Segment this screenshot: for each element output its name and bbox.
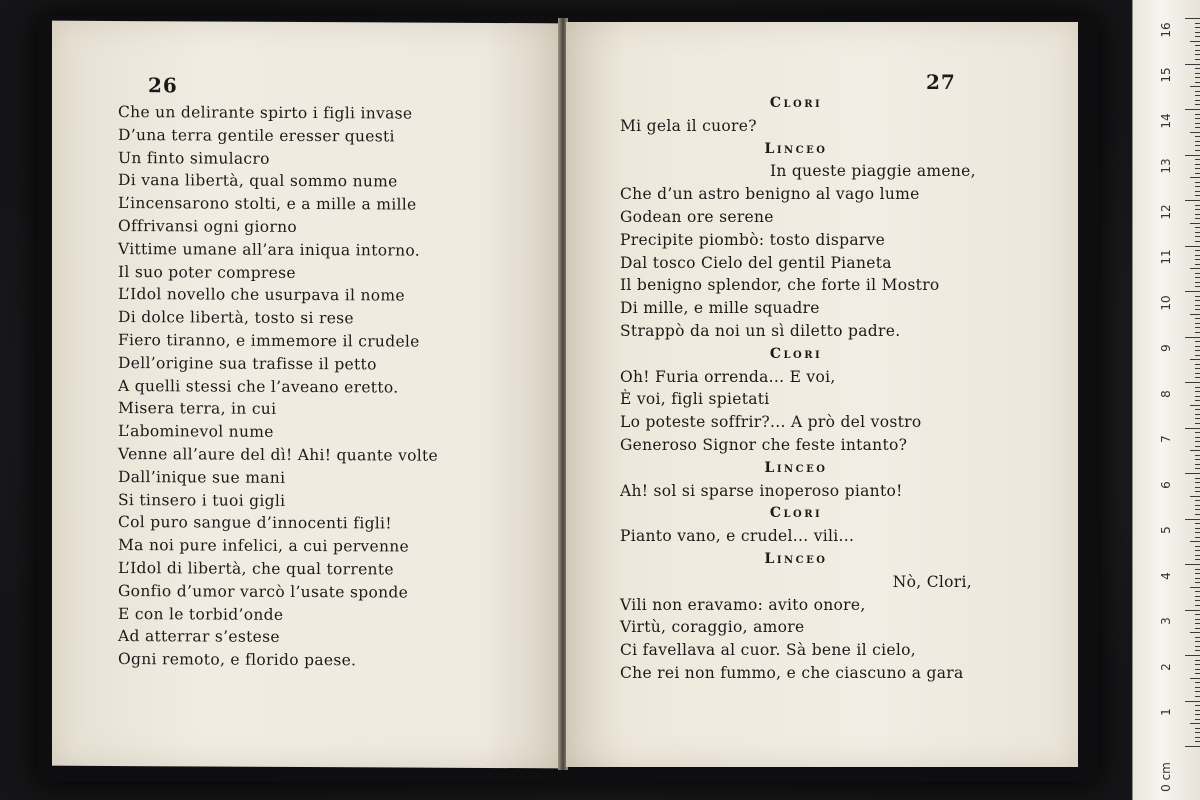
ruler-tick bbox=[1195, 732, 1200, 733]
ruler-tick bbox=[1195, 578, 1200, 579]
verse-line: Il suo poter comprese bbox=[118, 262, 296, 282]
verse-line: Dal tosco Cielo del gentil Pianeta bbox=[620, 253, 892, 272]
ruler-tick bbox=[1195, 446, 1200, 447]
verse-line: Lo poteste soffrir?... A prò del vostro bbox=[620, 413, 922, 432]
verse-line: Di mille, e mille squadre bbox=[620, 299, 820, 318]
ruler-tick bbox=[1195, 669, 1200, 670]
verse-line: Gonfio d’umor varcò l’usate sponde bbox=[118, 581, 409, 602]
ruler-tick bbox=[1195, 537, 1200, 538]
verse-line: Dell’origine sua trafisse il petto bbox=[118, 353, 377, 374]
ruler-tick bbox=[1195, 100, 1200, 101]
ruler-tick bbox=[1195, 296, 1200, 297]
verse-line: D’una terra gentile eresser questi bbox=[118, 125, 395, 146]
left-page-text bbox=[118, 101, 438, 673]
verse-line: L’incensarono stolti, e a mille a mille bbox=[118, 194, 417, 214]
ruler-tick bbox=[1195, 687, 1200, 688]
ruler-tick bbox=[1195, 59, 1200, 60]
ruler-tick bbox=[1195, 327, 1200, 328]
ruler-number: 14 bbox=[1159, 112, 1173, 129]
ruler-number: 9 bbox=[1159, 344, 1173, 352]
ruler-tick bbox=[1195, 546, 1200, 547]
ruler-tick bbox=[1195, 214, 1200, 215]
ruler-tick bbox=[1195, 191, 1200, 192]
ruler-tick bbox=[1195, 532, 1200, 533]
verse-line: A quelli stessi che l’aveano eretto. bbox=[118, 376, 399, 397]
ruler-number: 6 bbox=[1159, 480, 1173, 489]
ruler-tick bbox=[1195, 396, 1200, 397]
ruler-tick bbox=[1195, 650, 1200, 651]
ruler-tick bbox=[1195, 368, 1200, 369]
ruler-tick bbox=[1195, 637, 1200, 638]
ruler-tick bbox=[1195, 27, 1200, 28]
ruler-number: 13 bbox=[1159, 158, 1173, 174]
ruler-tick bbox=[1195, 364, 1200, 365]
ruler-tick bbox=[1195, 168, 1200, 169]
ruler-tick bbox=[1195, 646, 1200, 647]
left-page-number: 26 bbox=[148, 73, 178, 98]
verse-line: Il benigno splendor, che forte il Mostro bbox=[620, 276, 940, 295]
ruler-tick bbox=[1195, 696, 1200, 697]
ruler-tick bbox=[1195, 623, 1200, 624]
measurement-ruler bbox=[1132, 0, 1200, 800]
right-page-text bbox=[620, 92, 976, 685]
ruler-tick bbox=[1195, 714, 1200, 715]
ruler-tick bbox=[1185, 109, 1200, 110]
ruler-tick bbox=[1195, 728, 1200, 729]
ruler-tick bbox=[1195, 409, 1200, 410]
ruler-tick bbox=[1195, 423, 1200, 424]
ruler-tick bbox=[1190, 405, 1200, 406]
ruler-tick bbox=[1195, 377, 1200, 378]
ruler-tick bbox=[1195, 250, 1200, 251]
verse-line: In queste piaggie amene, bbox=[770, 162, 976, 181]
verse-line: Venne all’aure del dì! Ahi! quante volte bbox=[118, 444, 439, 465]
ruler-number: 8 bbox=[1159, 389, 1173, 398]
ruler-tick bbox=[1195, 673, 1200, 674]
ruler-tick bbox=[1195, 664, 1200, 665]
ruler-tick bbox=[1195, 559, 1200, 560]
ruler-tick bbox=[1185, 610, 1200, 611]
ruler-tick bbox=[1195, 104, 1200, 105]
ruler-tick bbox=[1195, 77, 1200, 78]
ruler-tick bbox=[1195, 614, 1200, 615]
verse-line: Col puro sangue d’innocenti figli! bbox=[118, 513, 392, 533]
ruler-tick bbox=[1185, 200, 1200, 201]
verse-line: Nò, Clori, bbox=[892, 572, 972, 591]
ruler-tick bbox=[1190, 450, 1200, 451]
ruler-tick bbox=[1195, 164, 1200, 165]
verse-line: Pianto vano, e crudel... vili... bbox=[620, 527, 855, 546]
ruler-tick bbox=[1185, 246, 1200, 247]
ruler-tick bbox=[1195, 600, 1200, 601]
ruler-tick bbox=[1195, 509, 1200, 510]
ruler-tick bbox=[1185, 18, 1200, 19]
ruler-tick bbox=[1195, 400, 1200, 401]
verse-line: Offrivansi ogni giorno bbox=[118, 217, 298, 236]
ruler-tick bbox=[1190, 587, 1200, 588]
ruler-tick bbox=[1190, 359, 1200, 360]
verse-line: Precipite piombò: tosto disparve bbox=[620, 230, 886, 249]
ruler-tick bbox=[1195, 418, 1200, 419]
ruler-tick bbox=[1195, 118, 1200, 119]
ruler-tick bbox=[1195, 309, 1200, 310]
ruler-tick bbox=[1195, 441, 1200, 442]
ruler-tick bbox=[1195, 236, 1200, 237]
verse-line: Fiero tiranno, e immemore il crudele bbox=[118, 330, 420, 351]
ruler-tick bbox=[1185, 382, 1200, 383]
ruler-tick bbox=[1195, 373, 1200, 374]
ruler-tick bbox=[1195, 273, 1200, 274]
ruler-tick bbox=[1190, 223, 1200, 224]
ruler-tick bbox=[1195, 114, 1200, 115]
verse-line: Di vana libertà, qual sommo nume bbox=[118, 171, 398, 191]
verse-line: Di dolce libertà, tosto si rese bbox=[118, 308, 354, 328]
ruler-number: 3 bbox=[1159, 617, 1173, 625]
ruler-number: 7 bbox=[1159, 435, 1173, 443]
ruler-tick bbox=[1190, 541, 1200, 542]
ruler-tick bbox=[1195, 591, 1200, 592]
ruler-tick bbox=[1195, 719, 1200, 720]
ruler-tick bbox=[1195, 391, 1200, 392]
ruler-tick bbox=[1195, 596, 1200, 597]
ruler-tick bbox=[1190, 268, 1200, 269]
ruler-number: 4 bbox=[1159, 571, 1173, 580]
ruler-tick bbox=[1190, 678, 1200, 679]
ruler-tick bbox=[1195, 641, 1200, 642]
ruler-tick bbox=[1195, 45, 1200, 46]
verse-line: Godean ore serene bbox=[620, 207, 774, 226]
ruler-number: 11 bbox=[1159, 249, 1173, 265]
ruler-tick bbox=[1195, 487, 1200, 488]
ruler-tick bbox=[1195, 605, 1200, 606]
ruler-tick bbox=[1190, 132, 1200, 133]
ruler-tick bbox=[1195, 705, 1200, 706]
ruler-tick bbox=[1195, 54, 1200, 55]
ruler-tick bbox=[1195, 305, 1200, 306]
ruler-tick bbox=[1195, 173, 1200, 174]
verse-line: Ma noi pure infelici, a cui pervenne bbox=[118, 536, 409, 556]
ruler-tick bbox=[1190, 632, 1200, 633]
verse-line: Che rei non fummo, e che ciascuno a gara bbox=[620, 663, 964, 682]
ruler-tick bbox=[1195, 259, 1200, 260]
ruler-tick bbox=[1190, 723, 1200, 724]
verse-line: Vili non eravamo: avito onore, bbox=[620, 595, 866, 614]
left-page bbox=[52, 21, 560, 769]
ruler-tick bbox=[1185, 155, 1200, 156]
ruler-tick bbox=[1195, 464, 1200, 465]
ruler-tick bbox=[1195, 682, 1200, 683]
verse-line: Vittime umane all’ara iniqua intorno. bbox=[118, 239, 420, 260]
verse-line: E con le torbid’onde bbox=[118, 604, 284, 624]
ruler-tick bbox=[1195, 628, 1200, 629]
right-page bbox=[566, 22, 1078, 767]
ruler-tick bbox=[1195, 82, 1200, 83]
ruler-tick bbox=[1195, 32, 1200, 33]
ruler-number: 12 bbox=[1159, 203, 1173, 220]
ruler-tick bbox=[1185, 746, 1200, 747]
ruler-tick bbox=[1190, 86, 1200, 87]
verse-line: Oh! Furia orrenda... E voi, bbox=[620, 367, 836, 386]
ruler-tick bbox=[1195, 323, 1200, 324]
verse-line: Dall’inique sue mani bbox=[118, 467, 286, 487]
ruler-tick bbox=[1195, 95, 1200, 96]
ruler-tick bbox=[1195, 264, 1200, 265]
ruler-tick bbox=[1185, 291, 1200, 292]
ruler-tick bbox=[1195, 141, 1200, 142]
ruler-number: 2 bbox=[1159, 662, 1173, 671]
ruler-tick bbox=[1195, 36, 1200, 37]
ruler-tick bbox=[1195, 478, 1200, 479]
verse-line: Virtù, coraggio, amore bbox=[620, 618, 805, 637]
verse-line: Mi gela il cuore? bbox=[620, 116, 757, 135]
ruler-number: 10 bbox=[1159, 294, 1173, 311]
ruler-tick bbox=[1195, 505, 1200, 506]
ruler-tick bbox=[1195, 573, 1200, 574]
ruler-tick bbox=[1195, 68, 1200, 69]
speaker-name: Clori bbox=[769, 95, 823, 111]
ruler-tick bbox=[1185, 701, 1200, 702]
ruler-tick bbox=[1195, 468, 1200, 469]
verse-line: Si tinsero i tuoi gigli bbox=[118, 490, 286, 510]
ruler-tick bbox=[1195, 341, 1200, 342]
ruler-tick bbox=[1195, 491, 1200, 492]
verse-line: È voi, figli spietati bbox=[620, 390, 770, 409]
ruler-tick bbox=[1195, 241, 1200, 242]
ruler-tick bbox=[1195, 300, 1200, 301]
ruler-tick bbox=[1195, 355, 1200, 356]
ruler-tick bbox=[1195, 145, 1200, 146]
verse-line: Strappò da noi un sì diletto padre. bbox=[620, 321, 901, 340]
ruler-tick bbox=[1195, 432, 1200, 433]
ruler-tick bbox=[1195, 50, 1200, 51]
verse-line: Generoso Signor che feste intanto? bbox=[620, 435, 908, 454]
ruler-tick bbox=[1195, 209, 1200, 210]
ruler-tick bbox=[1195, 459, 1200, 460]
ruler-tick bbox=[1195, 286, 1200, 287]
ruler-tick bbox=[1185, 473, 1200, 474]
ruler-tick bbox=[1195, 414, 1200, 415]
verse-line: Che un delirante spirto i figli invase bbox=[118, 103, 413, 123]
ruler-tick bbox=[1195, 437, 1200, 438]
ruler-tick bbox=[1195, 205, 1200, 206]
ruler-tick bbox=[1190, 496, 1200, 497]
verse-line: Ah! sol si sparse inoperoso pianto! bbox=[620, 481, 903, 500]
ruler-tick bbox=[1195, 710, 1200, 711]
verse-line: Un finto simulacro bbox=[118, 148, 270, 168]
ruler-tick bbox=[1195, 346, 1200, 347]
speaker-name: Linceo bbox=[764, 459, 828, 476]
verse-line: L’Idol di libertà, che qual torrente bbox=[118, 558, 394, 579]
verse-line: L’Idol novello che usurpava il nome bbox=[118, 285, 405, 305]
ruler-tick bbox=[1195, 182, 1200, 183]
ruler-number: 5 bbox=[1159, 526, 1173, 534]
ruler-unit-label: 0 cm bbox=[1159, 762, 1173, 792]
ruler-tick bbox=[1195, 123, 1200, 124]
speaker-name: Linceo bbox=[764, 550, 828, 567]
ruler-tick bbox=[1195, 350, 1200, 351]
ruler-tick bbox=[1195, 737, 1200, 738]
speaker-name: Linceo bbox=[764, 140, 828, 157]
ruler-tick bbox=[1195, 218, 1200, 219]
ruler-tick bbox=[1185, 428, 1200, 429]
ruler-tick bbox=[1185, 337, 1200, 338]
ruler-tick bbox=[1195, 150, 1200, 151]
ruler-tick bbox=[1195, 523, 1200, 524]
ruler-tick bbox=[1185, 655, 1200, 656]
ruler-number: 16 bbox=[1159, 21, 1173, 38]
ruler-tick bbox=[1195, 455, 1200, 456]
verse-line: Ogni remoto, e florido paese. bbox=[118, 650, 357, 670]
verse-line: Misera terra, in cui bbox=[118, 399, 277, 419]
verse-line: Che d’un astro benigno al vago lume bbox=[620, 185, 920, 204]
ruler-tick bbox=[1195, 136, 1200, 137]
ruler-tick bbox=[1195, 660, 1200, 661]
ruler-tick bbox=[1195, 159, 1200, 160]
ruler-tick bbox=[1195, 227, 1200, 228]
ruler-tick bbox=[1195, 232, 1200, 233]
ruler-tick bbox=[1195, 186, 1200, 187]
verse-line: Ci favellava al cuor. Sà bene il cielo, bbox=[620, 641, 916, 660]
ruler-tick bbox=[1195, 282, 1200, 283]
ruler-tick bbox=[1195, 332, 1200, 333]
verse-line: Ad atterrar s’estese bbox=[118, 627, 280, 647]
ruler-tick bbox=[1195, 619, 1200, 620]
ruler-tick bbox=[1195, 582, 1200, 583]
ruler-tick bbox=[1190, 177, 1200, 178]
ruler-tick bbox=[1195, 691, 1200, 692]
ruler-tick bbox=[1195, 255, 1200, 256]
ruler-tick bbox=[1195, 550, 1200, 551]
ruler-tick bbox=[1185, 64, 1200, 65]
ruler-number: 15 bbox=[1159, 67, 1173, 83]
right-page-number: 27 bbox=[926, 70, 956, 94]
ruler-tick bbox=[1195, 23, 1200, 24]
ruler-number: 1 bbox=[1159, 708, 1173, 716]
ruler-tick bbox=[1195, 91, 1200, 92]
ruler-tick bbox=[1195, 318, 1200, 319]
ruler-tick bbox=[1190, 314, 1200, 315]
ruler-tick bbox=[1185, 564, 1200, 565]
ruler-tick bbox=[1195, 569, 1200, 570]
ruler-tick bbox=[1185, 519, 1200, 520]
ruler-tick bbox=[1195, 195, 1200, 196]
speaker-name: Clori bbox=[769, 505, 823, 522]
ruler-tick bbox=[1190, 41, 1200, 42]
ruler-tick bbox=[1195, 127, 1200, 128]
ruler-tick bbox=[1195, 528, 1200, 529]
speaker-name: Clori bbox=[769, 345, 823, 362]
ruler-tick bbox=[1195, 277, 1200, 278]
ruler-tick bbox=[1195, 482, 1200, 483]
ruler-tick bbox=[1195, 555, 1200, 556]
ruler-tick bbox=[1195, 514, 1200, 515]
ruler-tick bbox=[1195, 500, 1200, 501]
verse-line: L’abominevol nume bbox=[118, 422, 274, 441]
ruler-tick bbox=[1195, 741, 1200, 742]
ruler-tick bbox=[1195, 387, 1200, 388]
ruler-tick bbox=[1195, 73, 1200, 74]
